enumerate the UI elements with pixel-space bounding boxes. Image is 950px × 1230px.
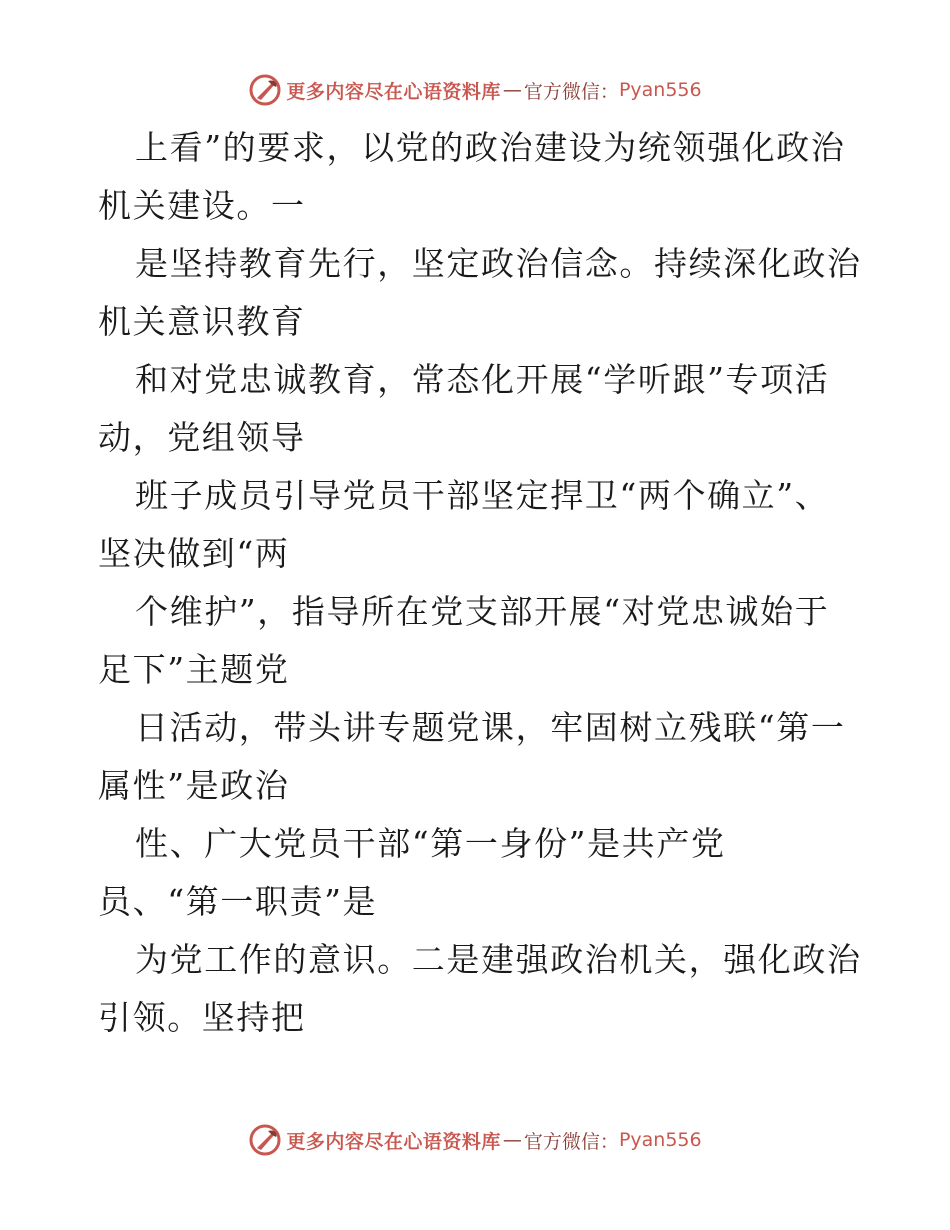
- footer-wechat-id: Pyan556: [618, 1129, 702, 1151]
- text-line: 引领。坚持把: [98, 998, 306, 1037]
- quill-logo-icon: [248, 73, 282, 107]
- text-line: 员、“第一职责”是: [98, 882, 378, 921]
- text-line: 足下”主题党: [98, 650, 290, 689]
- text-line: 坚决做到“两: [98, 534, 290, 573]
- text-line: 和对党忠诚教育，常态化开展“学听跟”专项活: [135, 360, 830, 399]
- text-line: 动，党组领导: [98, 418, 306, 457]
- header-dash: —: [502, 79, 522, 101]
- footer-banner: [0, 1120, 950, 1160]
- footer-dash: —: [502, 1129, 522, 1151]
- text-line: 个维护”，指导所在党支部开展“对党忠诚始于: [135, 592, 830, 631]
- text-line: 性、广大党员干部“第一身份”是共产党: [135, 824, 726, 863]
- header-wechat-label: 官方微信：: [523, 80, 619, 103]
- text-line: 上看”的要求，以党的政治建设为统领强化政治: [135, 128, 846, 167]
- header-wechat-id: Pyan556: [618, 79, 702, 101]
- footer-wechat-label: 官方微信：: [523, 1130, 619, 1153]
- text-line: 属性”是政治: [98, 766, 290, 805]
- text-line: 为党工作的意识。二是建强政治机关，强化政治: [135, 940, 862, 979]
- text-line: 日活动，带头讲专题党课，牢固树立残联“第一: [135, 708, 846, 747]
- text-line: 机关建设。一: [98, 186, 306, 225]
- text-line: 是坚持教育先行，坚定政治信念。持续深化政治: [135, 244, 862, 283]
- header-banner: [0, 70, 950, 110]
- header-brand-text: 更多内容尽在心语资料库: [286, 80, 501, 103]
- text-line: 机关意识教育: [98, 302, 306, 341]
- document-body: [98, 119, 862, 1047]
- footer-brand-text: 更多内容尽在心语资料库: [286, 1130, 501, 1153]
- quill-logo-icon: [248, 1123, 282, 1157]
- text-line: 班子成员引导党员干部坚定捍卫“两个确立”、: [135, 476, 830, 515]
